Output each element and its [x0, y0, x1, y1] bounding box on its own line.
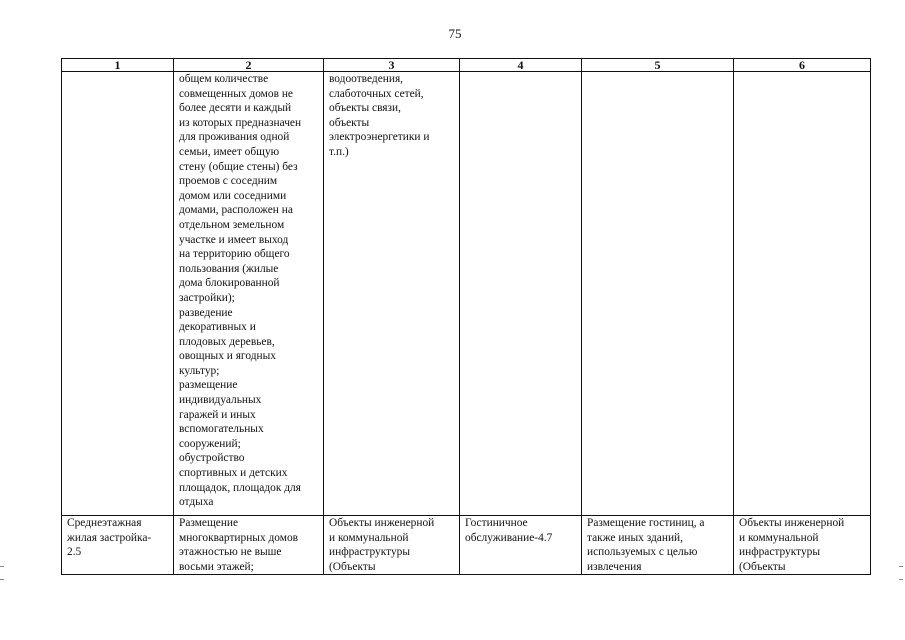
table-cell: Гостиничное обслуживание-4.7: [460, 516, 582, 575]
column-header: 5: [582, 59, 734, 72]
column-header: 4: [460, 59, 582, 72]
table-row: [62, 516, 871, 575]
table-cell: Объекты инженерной и коммунальной инфраструктуры (Объекты: [734, 516, 871, 575]
table-cell: общем количестве совмещенных домов не более десяти и каждый из которых предназначен для проживания одной семьи, имеет общую стену (общие стены) без проемов с соседним домом или соседними домами, расположен на отдельном земельном участке и имеет выход на территорию общего пользования (жилые дома блокированной застройки); разведение декоративных и плодовых деревьев, овощных и ягодных культур; размещение индивидуальных гаражей и иных вспомогательных сооружений; обустройство спортивных и детских площадок, площадок для отдыха: [174, 72, 324, 516]
table-cell: Размещение гостиниц, а также иных зданий, используемых с целью извлечения: [582, 516, 734, 575]
table-cell: [734, 72, 871, 516]
table-cell: [460, 72, 582, 516]
scan-margin-mark: [0, 566, 4, 580]
table-cell: Среднеэтажная жилая застройка- 2.5: [62, 516, 174, 575]
table-cell: Размещение многоквартирных домов этажностью не выше восьми этажей;: [174, 516, 324, 575]
column-header: 3: [324, 59, 460, 72]
column-header: 2: [174, 59, 324, 72]
scan-margin-mark: [899, 566, 903, 580]
table-cell: водоотведения, слаботочных сетей, объекты связи, объекты электроэнергетики и т.п.): [324, 72, 460, 516]
table-row: [62, 72, 871, 516]
table-cell: Объекты инженерной и коммунальной инфраструктуры (Объекты: [324, 516, 460, 575]
page-number: 75: [448, 26, 462, 41]
column-header: 6: [734, 59, 871, 72]
table-cell: [582, 72, 734, 516]
table-header-row: [62, 59, 871, 72]
column-header: 1: [62, 59, 174, 72]
table-cell: [62, 72, 174, 516]
zoning-table: [61, 58, 871, 575]
